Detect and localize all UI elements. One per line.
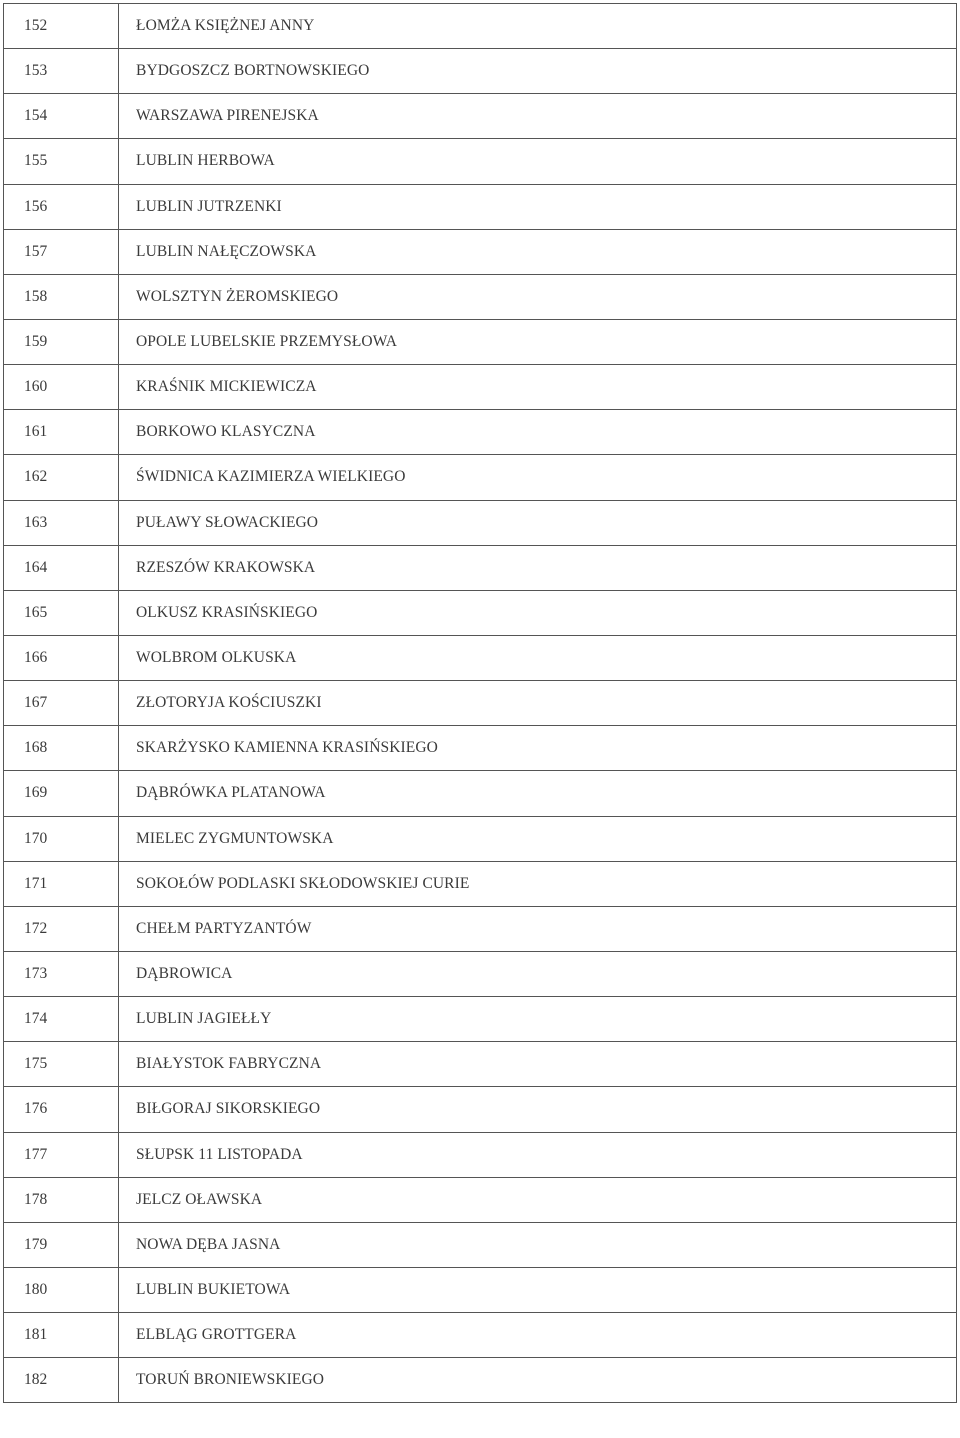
row-number: 156 [4,184,119,229]
row-number: 170 [4,816,119,861]
table-row [4,1267,957,1312]
location-name: ŚWIDNICA KAZIMIERZA WIELKIEGO [119,455,957,500]
location-name: OLKUSZ KRASIŃSKIEGO [119,590,957,635]
row-number: 169 [4,771,119,816]
location-name: BYDGOSZCZ BORTNOWSKIEGO [119,49,957,94]
table-row [4,410,957,455]
location-name: SOKOŁÓW PODLASKI SKŁODOWSKIEJ CURIE [119,861,957,906]
table-row [4,997,957,1042]
table-row [4,49,957,94]
location-name: PUŁAWY SŁOWACKIEGO [119,500,957,545]
location-name: ZŁOTORYJA KOŚCIUSZKI [119,681,957,726]
location-name: LUBLIN HERBOWA [119,139,957,184]
row-number: 158 [4,274,119,319]
table-row [4,1087,957,1132]
table-row [4,1042,957,1087]
table-body [4,4,957,1403]
table-row [4,1222,957,1267]
table-row [4,94,957,139]
locations-table [3,3,957,1403]
location-name: CHEŁM PARTYZANTÓW [119,906,957,951]
table-row [4,500,957,545]
location-name: BIAŁYSTOK FABRYCZNA [119,1042,957,1087]
table-row [4,229,957,274]
table-row [4,681,957,726]
table-row [4,1177,957,1222]
row-number: 176 [4,1087,119,1132]
location-name: KRAŚNIK MICKIEWICZA [119,365,957,410]
table-row [4,455,957,500]
row-number: 178 [4,1177,119,1222]
location-name: LUBLIN JUTRZENKI [119,184,957,229]
table-row [4,365,957,410]
row-number: 166 [4,635,119,680]
location-name: SŁUPSK 11 LISTOPADA [119,1132,957,1177]
table-row [4,1313,957,1358]
row-number: 165 [4,590,119,635]
row-number: 172 [4,906,119,951]
location-name: LUBLIN NAŁĘCZOWSKA [119,229,957,274]
row-number: 164 [4,545,119,590]
row-number: 161 [4,410,119,455]
row-number: 182 [4,1358,119,1403]
location-name: JELCZ OŁAWSKA [119,1177,957,1222]
row-number: 157 [4,229,119,274]
location-name: WOLBROM OLKUSKA [119,635,957,680]
row-number: 177 [4,1132,119,1177]
location-name: LUBLIN BUKIETOWA [119,1267,957,1312]
location-name: MIELEC ZYGMUNTOWSKA [119,816,957,861]
table-row [4,319,957,364]
row-number: 175 [4,1042,119,1087]
row-number: 154 [4,94,119,139]
row-number: 152 [4,4,119,49]
table-row [4,274,957,319]
row-number: 153 [4,49,119,94]
location-name: OPOLE LUBELSKIE PRZEMYSŁOWA [119,319,957,364]
table-row [4,590,957,635]
row-number: 168 [4,726,119,771]
location-name: WOLSZTYN ŻEROMSKIEGO [119,274,957,319]
location-name: BORKOWO KLASYCZNA [119,410,957,455]
row-number: 162 [4,455,119,500]
location-name: SKARŻYSKO KAMIENNA KRASIŃSKIEGO [119,726,957,771]
table-row [4,139,957,184]
row-number: 160 [4,365,119,410]
row-number: 180 [4,1267,119,1312]
row-number: 155 [4,139,119,184]
table-row [4,906,957,951]
location-name: NOWA DĘBA JASNA [119,1222,957,1267]
table-row [4,4,957,49]
location-name: ŁOMŻA KSIĘŻNEJ ANNY [119,4,957,49]
table-row [4,1132,957,1177]
row-number: 173 [4,951,119,996]
table-row [4,726,957,771]
table-row [4,1358,957,1403]
location-name: TORUŃ BRONIEWSKIEGO [119,1358,957,1403]
table-row [4,816,957,861]
row-number: 159 [4,319,119,364]
table-row [4,771,957,816]
table-row [4,635,957,680]
location-name: LUBLIN JAGIEŁŁY [119,997,957,1042]
row-number: 181 [4,1313,119,1358]
row-number: 163 [4,500,119,545]
table-row [4,861,957,906]
location-name: WARSZAWA PIRENEJSKA [119,94,957,139]
table-row [4,184,957,229]
row-number: 179 [4,1222,119,1267]
row-number: 167 [4,681,119,726]
location-name: RZESZÓW KRAKOWSKA [119,545,957,590]
location-name: DĄBROWICA [119,951,957,996]
table-row [4,951,957,996]
location-name: BIŁGORAJ SIKORSKIEGO [119,1087,957,1132]
row-number: 174 [4,997,119,1042]
location-name: DĄBRÓWKA PLATANOWA [119,771,957,816]
row-number: 171 [4,861,119,906]
table-row [4,545,957,590]
location-name: ELBLĄG GROTTGERA [119,1313,957,1358]
